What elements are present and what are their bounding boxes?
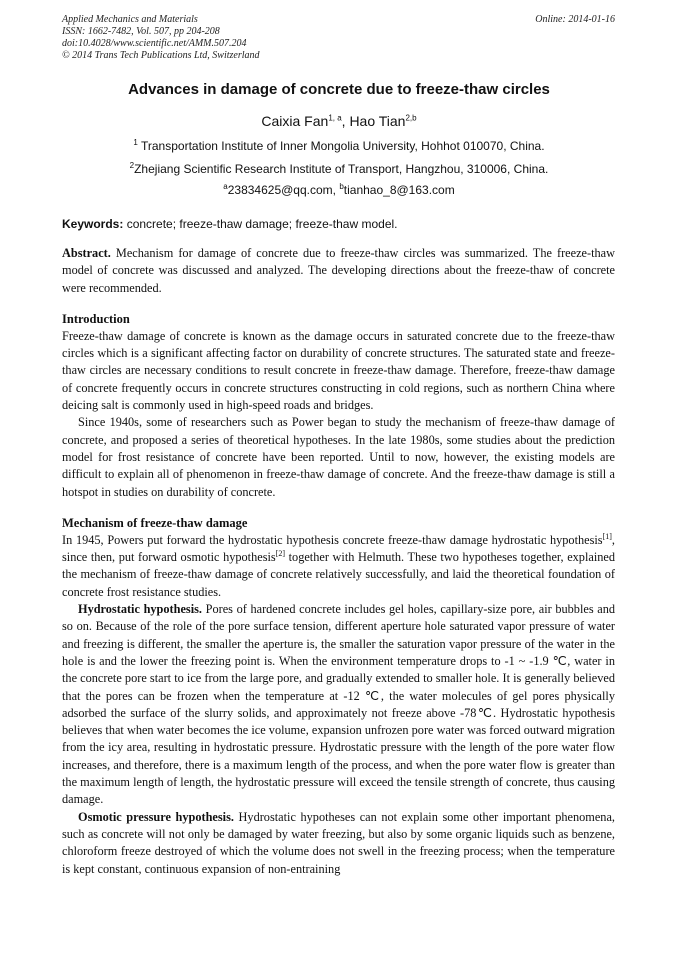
author-emails — [0, 183, 678, 197]
osmotic-label: Osmotic pressure hypothesis. — [78, 809, 234, 824]
abstract-text: Mechanism for damage of concrete due to freeze-thaw circles was summarized. The freeze-thaw model of concrete was discussed and analyzed. The developing directions about the freeze-thaw of concrete were recommended. — [62, 246, 615, 295]
doi-line: doi:10.4028/www.scientific.net/AMM.507.204 — [62, 38, 247, 49]
hydrostatic-text: Pores of hardened concrete includes gel holes, capillary-size pore, air bubbles and so on. Because of the role of the pore surface tension, different aperture hole saturated vapor pressure of water and freezing is different, the smaller the aperture is, the smaller the saturation vapor pressure of the water in the hole is and the lower the freezing point is. When the environment temperature drops to -1 ~ -1.9 ℃, water in the concrete pore start to ice from the large pore, and gradually extended to smaller hole. It is generally believed that the pores can be frozen when the temperature at -12 ℃, the water molecules of gel pores physically adsorbed the surface of the slurry solids, and approximately not freeze above -78℃. Hydrostatic hypothesis believes that when water becomes the ice volume, expansion unfrozen pore water was forced outward migration from the icy area, resulting in hydrostatic pressure. Hydrostatic pressure with the length of the pore water flow increases, and therefore, there is a maximum length of the process, and when the pore water flow is greater than the maximum length of length, the hydrostatic pressure will exceed the tensile strength of concrete, thus causing damage. — [62, 602, 616, 807]
email-b-mark: b — [339, 182, 344, 191]
author-2: Hao Tian — [349, 113, 406, 129]
journal-name: Applied Mechanics and Materials — [62, 14, 198, 25]
author-1-affiliation-mark: 1, a — [328, 113, 342, 123]
intro-paragraph-2: Since 1940s, some of researchers such as Power began to study the mechanism of freeze-thaw damage of concrete, and proposed a series of theoretical hypotheses. In the late 1980s, some studies about the prediction model for frost resistance of concrete have been reported. Until to now, however, the existing models are difficult to explain all of phenomenon in freeze-thaw damage of concrete. And the freeze-thaw damage is still a hotspot in studies on durability of concrete. — [62, 415, 615, 499]
abstract — [62, 245, 615, 297]
affiliation-2-mark: 2 — [129, 161, 135, 170]
author-2-affiliation-mark: 2,b — [405, 113, 417, 123]
affiliation-1-mark: 1 — [133, 138, 138, 147]
journal-header — [62, 14, 260, 62]
author-1: Caixia Fan — [261, 113, 329, 129]
citation-1: [1] — [602, 531, 612, 541]
mechanism-text-c: together with Helmuth. These two hypotheses together, explained the mechanism of freeze-thaw damage of concrete relatively successfully, and laid the theoretical foundation of concrete frost resistance studies. — [62, 550, 615, 599]
intro-paragraph-1: Freeze-thaw damage of concrete is known as the damage occurs in saturated concrete due to the freeze-thaw circles which is a significant affecting factor on durability of concrete structures. The saturated state and freeze-thaw circles are necessary conditions to result concrete in freeze-thaw damage. Therefore, freeze-thaw damage of concrete frequently occurs in concrete structures constructing in cold regions, such as northern China where deicing salt is commonly used in high-speed roads and bridges. — [62, 328, 615, 413]
author-line — [0, 113, 678, 129]
email-b: tianhao_8@163.com — [343, 183, 455, 197]
affiliation-1 — [0, 139, 678, 153]
keywords-text: concrete; freeze-thaw damage; freeze-thaw model. — [123, 217, 398, 231]
paper-body — [62, 245, 615, 878]
citation-2: [2] — [275, 549, 286, 559]
email-a-mark: a — [223, 182, 228, 191]
affiliation-2 — [0, 162, 678, 176]
mechanism-heading: Mechanism of freeze-thaw damage — [62, 515, 248, 530]
hydrostatic-paragraph — [62, 601, 615, 809]
keywords — [62, 217, 398, 231]
keywords-label: Keywords: — [62, 217, 124, 231]
mechanism-text-a: In 1945, Powers put forward the hydrostatic hypothesis concrete freeze-thaw damage hydrostatic hypothesis — [62, 532, 603, 547]
copyright-line: © 2014 Trans Tech Publications Ltd, Switzerland — [62, 50, 260, 61]
spacer — [62, 297, 615, 311]
hydrostatic-label: Hydrostatic hypothesis. — [78, 602, 202, 617]
osmotic-paragraph — [62, 809, 615, 878]
affiliation-2-text: Zhejiang Scientific Research Institute of Transport, Hangzhou, 310006, China. — [134, 162, 549, 176]
mechanism-paragraph-1 — [62, 532, 615, 601]
issn-line: ISSN: 1662-7482, Vol. 507, pp 204-208 — [62, 26, 220, 37]
email-a: 23834625@qq.com, — [227, 183, 340, 197]
mechanism-text-b: , since then, put forward osmotic hypothesis — [62, 532, 615, 565]
introduction-heading: Introduction — [62, 311, 130, 326]
affiliation-1-text: Transportation Institute of Inner Mongolia University, Hohhot 010070, China. — [137, 139, 545, 153]
author-separator: , — [341, 113, 350, 129]
spacer — [62, 501, 615, 515]
abstract-label: Abstract. — [62, 246, 111, 260]
osmotic-text: Hydrostatic hypotheses can not explain some other important phenomena, such as concrete will not only be damaged by water freezing, but also by some organic liquids such as benzene, chloroform freeze destroyed of which the volume does not swell in the freezing process; when the temperature is kept constant, continuous expansion of non-entraining — [62, 809, 615, 876]
online-date: Online: 2014-01-16 — [535, 14, 615, 25]
paper-title: Advances in damage of concrete due to freeze-thaw circles — [128, 81, 550, 98]
